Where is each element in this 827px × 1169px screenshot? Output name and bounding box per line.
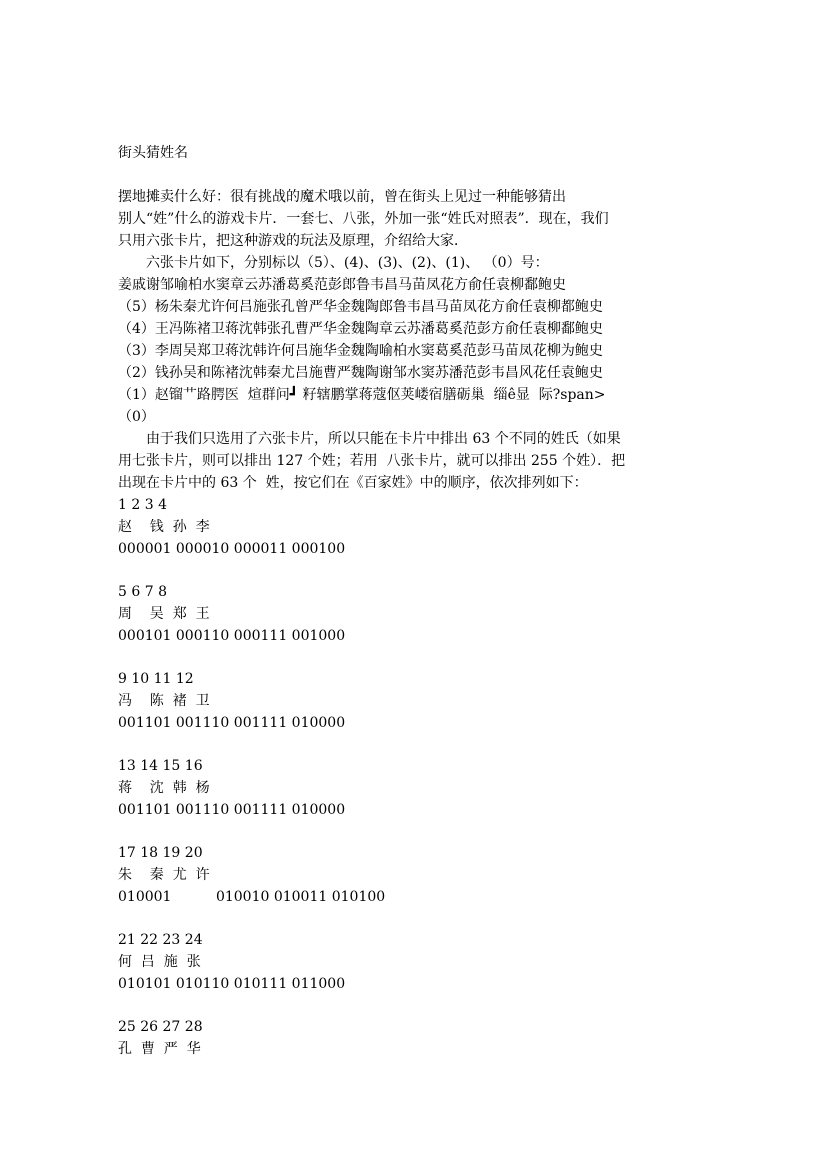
group-names: 蒋 沈 韩 杨 — [118, 780, 210, 796]
card-line: （2）钱孙吴和陈褚沈韩秦尤吕施曹严魏陶谢邹水窦苏潘范彭韦昌风花任袁鲍史 — [118, 365, 603, 381]
group-numbers: 21 22 23 24 — [118, 932, 203, 948]
group-names: 赵 钱 孙 李 — [118, 519, 210, 535]
group-codes: 001101 001110 001111 010000 — [118, 802, 346, 818]
group-numbers: 5 6 7 8 — [118, 584, 167, 600]
group-numbers: 13 14 15 16 — [118, 758, 203, 774]
group-codes: 010001 010010 010011 010100 — [118, 889, 386, 905]
explain-line-1: 由于我们只选用了六张卡片，所以只能在卡片中排出 63 个不同的姓氏（如果 — [146, 431, 621, 447]
intro-line-3: 只用六张卡片，把这种游戏的玩法及原理，介绍给大家． — [118, 233, 468, 249]
group-names: 朱 秦 尤 许 — [118, 867, 210, 883]
explain-line-2: 用七张卡片，则可以排出 127 个姓；若用 八张卡片，就可以排出 255 个姓）．把 — [118, 453, 626, 469]
group-names: 冯 陈 褚 卫 — [118, 693, 210, 709]
cards-intro: 六张卡片如下，分别标以（5）、(4)、(3)、(2)、(1)、 （0）号： — [146, 255, 549, 271]
group-numbers: 1 2 3 4 — [118, 497, 167, 513]
group-names: 孔 曹 严 华 — [118, 1041, 201, 1057]
group-codes: 000101 000110 000111 001000 — [118, 628, 346, 644]
group-codes: 000001 000010 000011 000100 — [118, 541, 346, 557]
group-codes: 010101 010110 010111 011000 — [118, 976, 346, 992]
intro-line-2: 别人“姓”什么的游戏卡片．一套七、八张，外加一张“姓氏对照表”．现在，我们 — [118, 211, 609, 227]
card-line: （3）李周吴郑卫蒋沈韩许何吕施华金魏陶喻柏水窦葛奚范彭马苗凤花柳为鲍史 — [118, 343, 603, 359]
group-codes: 001101 001110 001111 010000 — [118, 715, 346, 731]
card-line: （1）赵镏艹路腭医 煊群问┛ 籽辖鹏掌蒋蔻伛荚嵝宿膳砺巢 缁ê显 际?span> — [118, 387, 606, 403]
group-names: 何 吕 施 张 — [118, 954, 201, 970]
group-numbers: 17 18 19 20 — [118, 845, 203, 861]
card-line: 姜戚谢邹喻柏水窦章云苏潘葛奚范彭郎鲁韦昌马苗凤花方俞任袁柳鄱鲍史 — [118, 277, 566, 293]
group-names: 周 吴 郑 王 — [118, 606, 210, 622]
intro-line-1: 摆地摊卖什么好：很有挑战的魔术哦以前，曾在街头上见过一种能够猜出 — [118, 189, 566, 205]
document-title: 街头猜姓名 — [118, 145, 188, 161]
explain-line-3: 出现在卡片中的 63 个 姓，按它们在《百家姓》中的顺序，依次排列如下： — [118, 475, 588, 491]
card-line: （5）杨朱秦尤许何吕施张孔曾严华金魏陶郎鲁韦昌马苗凤花方俞任袁柳都鲍史 — [118, 299, 603, 315]
card-line: （0） — [118, 409, 155, 425]
group-numbers: 9 10 11 12 — [118, 671, 194, 687]
group-numbers: 25 26 27 28 — [118, 1019, 203, 1035]
card-line: （4）王冯陈褚卫蒋沈韩张孔曹严华金魏陶章云苏潘葛奚范彭方俞任袁柳鄱鲍史 — [118, 321, 603, 337]
